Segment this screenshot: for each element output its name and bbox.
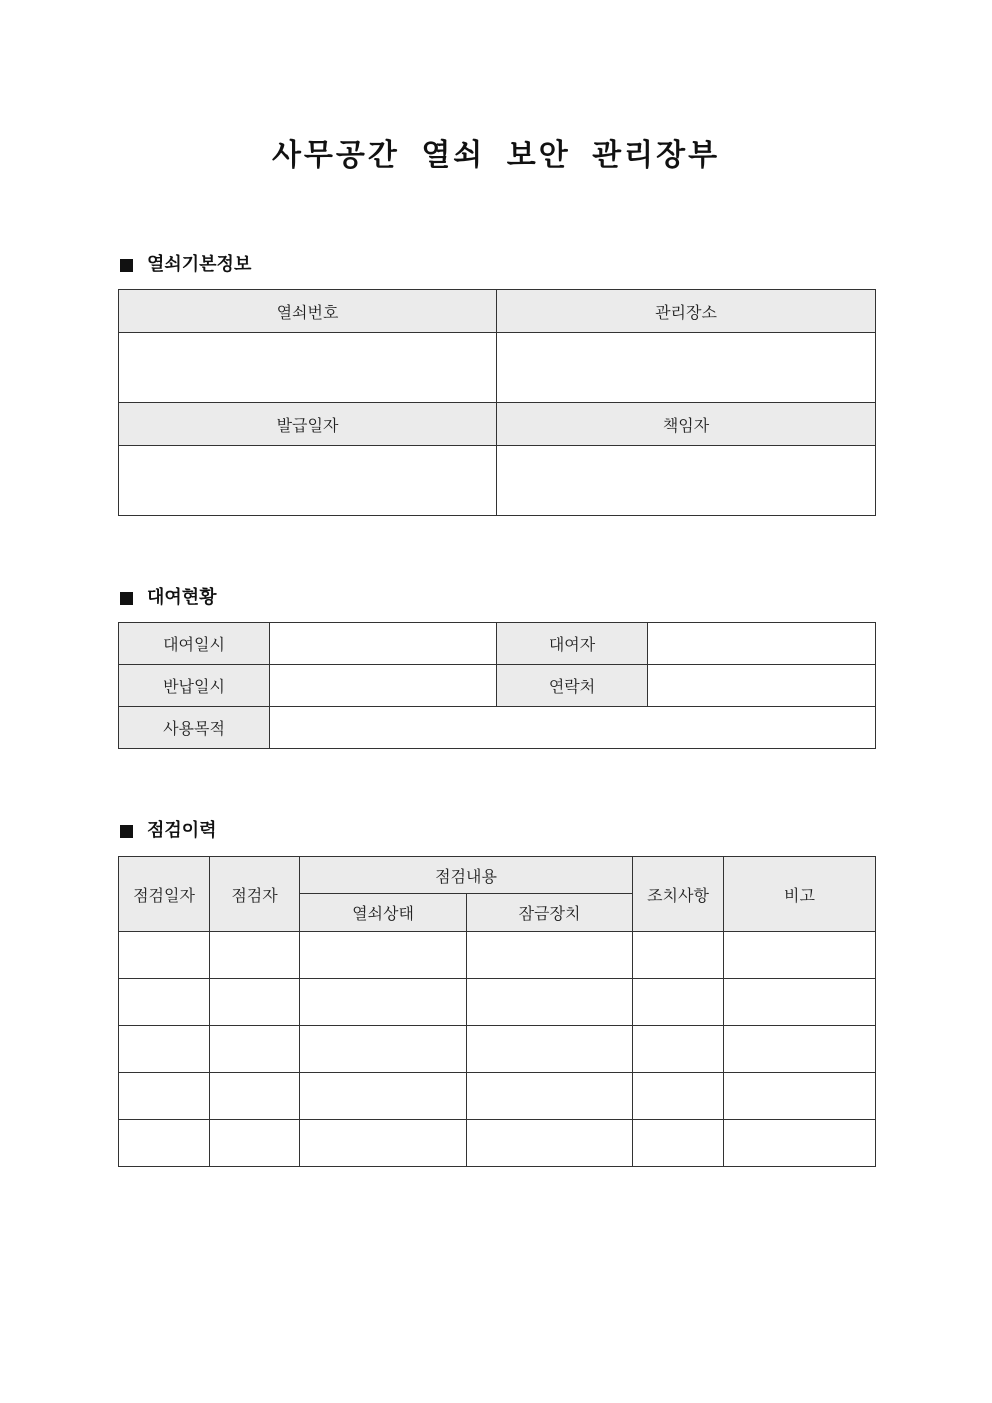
borrower-field[interactable] — [648, 623, 876, 665]
table-cell[interactable] — [119, 1120, 210, 1167]
col-header-date: 점검일자 — [119, 857, 210, 932]
table-cell[interactable] — [724, 1073, 876, 1120]
manager-label: 책임자 — [497, 403, 876, 446]
page-title: 사무공간 열쇠 보안 관리장부 — [271, 138, 721, 173]
square-bullet-icon — [120, 259, 133, 272]
rental-status-table — [118, 622, 876, 749]
table-cell[interactable] — [300, 979, 467, 1026]
table-cell[interactable] — [210, 1026, 300, 1073]
table-cell[interactable] — [300, 1120, 467, 1167]
table-cell[interactable] — [300, 932, 467, 979]
col-header-inspector: 점검자 — [210, 857, 300, 932]
table-cell[interactable] — [210, 979, 300, 1026]
table-cell[interactable] — [119, 979, 210, 1026]
borrower-label: 대여자 — [497, 623, 648, 665]
rental-datetime-label: 대여일시 — [119, 623, 270, 665]
location-field[interactable] — [497, 333, 876, 403]
section-heading-inspection — [118, 819, 217, 843]
col-header-key-status: 열쇠상태 — [300, 894, 467, 932]
table-cell[interactable] — [633, 1120, 724, 1167]
contact-label: 연락처 — [497, 665, 648, 707]
table-cell[interactable] — [119, 1073, 210, 1120]
table-cell[interactable] — [633, 932, 724, 979]
key-number-field[interactable] — [119, 333, 497, 403]
table-cell[interactable] — [633, 979, 724, 1026]
table-cell[interactable] — [633, 1073, 724, 1120]
purpose-field[interactable] — [270, 707, 876, 749]
section-heading-basic — [118, 253, 251, 277]
section-heading-basic-label: 열쇠기본정보 — [147, 254, 252, 275]
square-bullet-icon — [120, 592, 133, 605]
table-row — [119, 1120, 876, 1167]
square-bullet-icon — [120, 825, 133, 838]
table-cell[interactable] — [210, 1120, 300, 1167]
key-basic-info-table — [118, 289, 876, 516]
table-cell[interactable] — [467, 932, 633, 979]
issue-date-field[interactable] — [119, 446, 497, 516]
col-header-action: 조치사항 — [633, 857, 724, 932]
inspection-history-table — [118, 856, 876, 1167]
table-cell[interactable] — [300, 1026, 467, 1073]
table-row — [119, 979, 876, 1026]
table-row — [119, 1073, 876, 1120]
col-header-lock-device: 잠금장치 — [467, 894, 633, 932]
table-cell[interactable] — [633, 1026, 724, 1073]
table-cell[interactable] — [119, 1026, 210, 1073]
section-heading-inspection-label: 점검이력 — [147, 820, 217, 841]
section-heading-rental-label: 대여현황 — [147, 587, 217, 608]
location-label: 관리장소 — [497, 290, 876, 333]
table-row — [119, 932, 876, 979]
issue-date-label: 발급일자 — [119, 403, 497, 446]
table-cell[interactable] — [467, 1120, 633, 1167]
col-header-content: 점검내용 — [300, 857, 633, 894]
manager-field[interactable] — [497, 446, 876, 516]
key-number-label: 열쇠번호 — [119, 290, 497, 333]
purpose-label: 사용목적 — [119, 707, 270, 749]
table-cell[interactable] — [724, 1026, 876, 1073]
table-cell[interactable] — [210, 932, 300, 979]
section-heading-rental — [118, 586, 217, 610]
table-cell[interactable] — [119, 932, 210, 979]
table-cell[interactable] — [724, 932, 876, 979]
table-cell[interactable] — [210, 1073, 300, 1120]
contact-field[interactable] — [648, 665, 876, 707]
table-cell[interactable] — [467, 1026, 633, 1073]
return-datetime-label: 반납일시 — [119, 665, 270, 707]
rental-datetime-field[interactable] — [270, 623, 497, 665]
return-datetime-field[interactable] — [270, 665, 497, 707]
col-header-note: 비고 — [724, 857, 876, 932]
table-cell[interactable] — [467, 979, 633, 1026]
table-row — [119, 1026, 876, 1073]
table-cell[interactable] — [467, 1073, 633, 1120]
table-cell[interactable] — [724, 1120, 876, 1167]
table-cell[interactable] — [300, 1073, 467, 1120]
table-cell[interactable] — [724, 979, 876, 1026]
